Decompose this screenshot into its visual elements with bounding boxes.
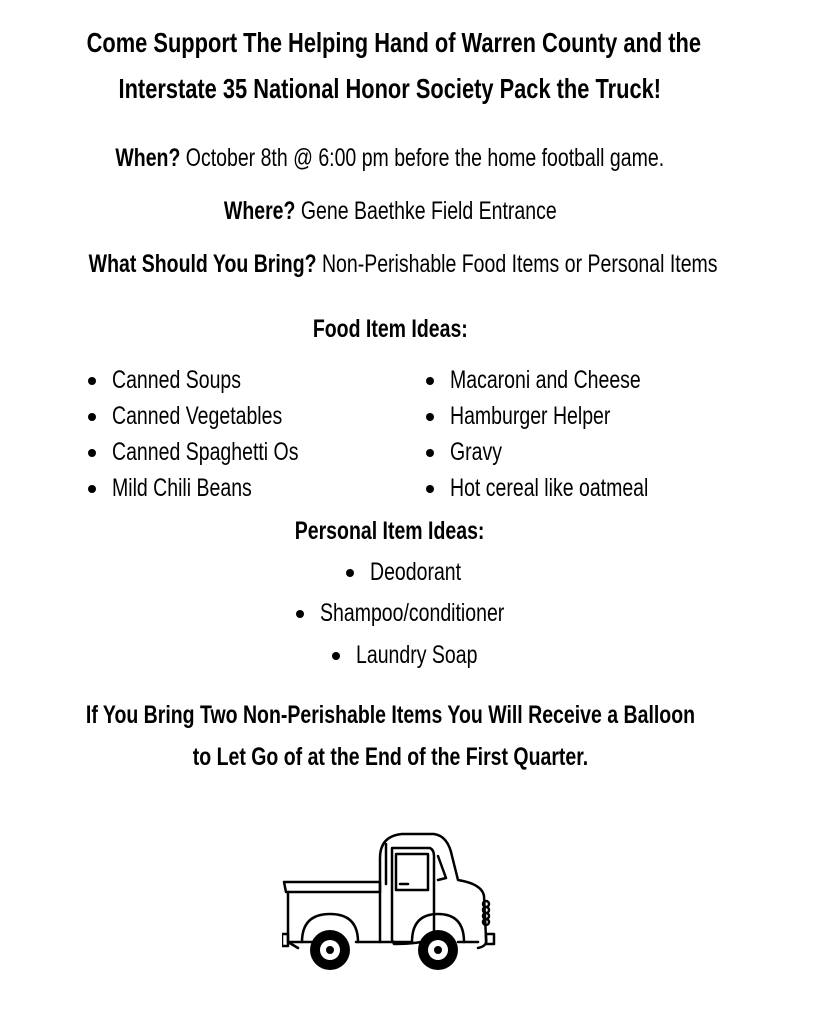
list-item: Mild Chili Beans <box>88 473 351 509</box>
food-list-left <box>88 365 351 509</box>
list-item: Shampoo/conditioner <box>296 598 556 628</box>
where-line <box>0 196 780 226</box>
bring-value: Non-Perishable Food Items or Personal Items <box>321 250 718 278</box>
when-value: October 8th @ 6:00 pm before the home football game. <box>186 144 665 172</box>
food-heading: Food Item Ideas: <box>312 315 468 343</box>
when-label: When? <box>115 144 181 172</box>
when-line <box>0 143 780 173</box>
list-item: Macaroni and Cheese <box>426 365 704 401</box>
bullet-icon <box>296 610 304 618</box>
closing-line-1: If You Bring Two Non-Perishable Items You Will Receive a Balloon <box>85 701 696 729</box>
list-item: Canned Spaghetti Os <box>88 437 351 473</box>
where-value: Gene Baethke Field Entrance <box>300 197 557 225</box>
where-label: Where? <box>223 197 296 225</box>
list-item: Hot cereal like oatmeal <box>426 473 704 509</box>
food-list-right <box>426 365 704 509</box>
list-item: Laundry Soap <box>332 640 512 670</box>
list-item: Canned Soups <box>88 365 351 401</box>
title-line-2: Interstate 35 National Honor Society Pack the Truck! <box>118 73 662 104</box>
closing-line-2: to Let Go of at the End of the First Quarter. <box>192 743 588 771</box>
bring-label: What Should You Bring? <box>88 250 317 278</box>
list-item: Gravy <box>426 437 704 473</box>
list-item: Canned Vegetables <box>88 401 351 437</box>
bring-line <box>0 249 780 279</box>
pickup-truck-icon <box>282 830 502 980</box>
personal-heading: Personal Item Ideas: <box>295 517 485 545</box>
title-line-1: Come Support The Helping Hand of Warren County and the <box>86 27 701 58</box>
bullet-icon <box>332 652 340 660</box>
list-item: Deodorant <box>346 557 487 587</box>
list-item: Hamburger Helper <box>426 401 704 437</box>
bullet-icon <box>346 569 354 577</box>
